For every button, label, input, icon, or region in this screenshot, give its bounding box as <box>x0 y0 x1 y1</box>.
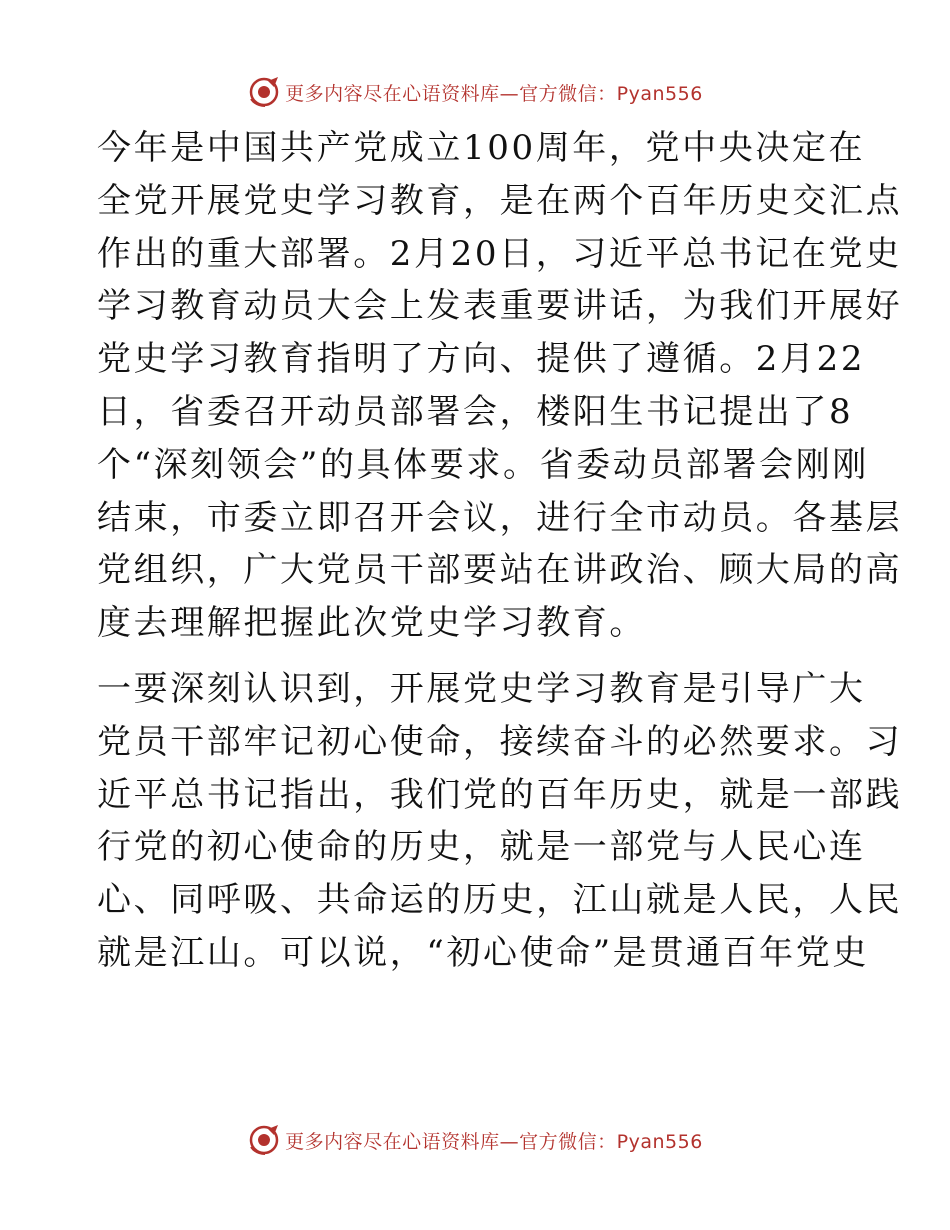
header-banner-text: 更多内容尽在心语资料库—官方微信：Pyan556 <box>285 82 703 105</box>
text-line: 党员干部牢记初心使命，接续奋斗的必然要求。习 <box>97 721 903 762</box>
text-line: 一要深刻认识到，开展党史学习教育是引导广大 <box>97 668 866 709</box>
pen-logo-icon <box>247 75 281 109</box>
pen-logo-icon <box>247 1123 281 1157</box>
text-line: 就是江山。可以说，“初心使命”是贯通百年党史 <box>97 932 869 973</box>
text-line: 个“深刻领会”的具体要求。省委动员部署会刚刚 <box>97 444 869 485</box>
text-line: 党组织，广大党员干部要站在讲政治、顾大局的高 <box>97 550 903 591</box>
text-line: 全党开展党史学习教育，是在两个百年历史交汇点 <box>97 180 903 221</box>
document-body <box>97 122 903 980</box>
paragraph <box>97 122 903 650</box>
text-line: 近平总书记指出，我们党的百年历史，就是一部践 <box>97 774 903 815</box>
footer-banner <box>0 1120 950 1160</box>
text-line: 作出的重大部署。2月20日，习近平总书记在党史 <box>97 233 902 274</box>
text-line: 结束，市委立即召开会议，进行全市动员。各基层 <box>97 497 903 538</box>
text-line: 今年是中国共产党成立100周年，党中央决定在 <box>97 128 866 168</box>
header-banner <box>0 72 950 112</box>
text-line: 行党的初心使命的历史，就是一部党与人民心连 <box>97 827 866 868</box>
text-line: 党史学习教育指明了方向、提供了遵循。2月22 <box>97 339 866 380</box>
text-line: 度去理解把握此次党史学习教育。 <box>97 603 646 644</box>
text-line: 学习教育动员大会上发表重要讲话，为我们开展好 <box>97 286 903 327</box>
text-line: 日，省委召开动员部署会，楼阳生书记提出了8 <box>97 391 854 432</box>
paragraph <box>97 663 903 980</box>
footer-banner-text: 更多内容尽在心语资料库—官方微信：Pyan556 <box>285 1130 703 1153</box>
text-line: 心、同呼吸、共命运的历史，江山就是人民，人民 <box>97 880 903 921</box>
